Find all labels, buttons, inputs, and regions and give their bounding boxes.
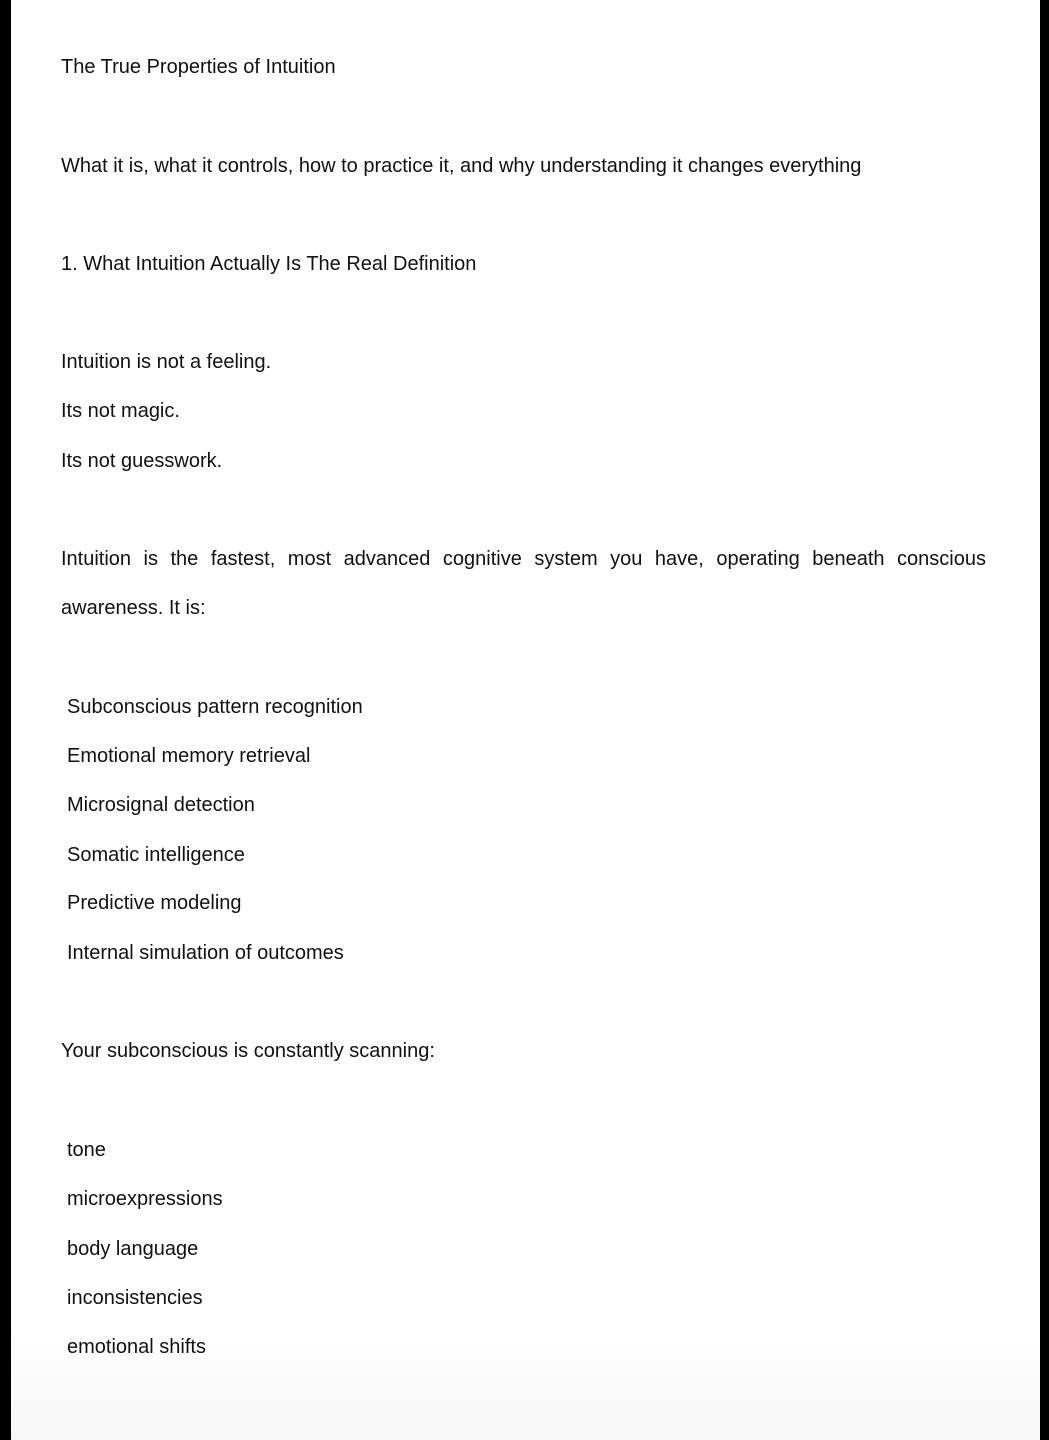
scanning-item: emotional shifts bbox=[67, 1336, 206, 1358]
property-item: Internal simulation of outcomes bbox=[67, 942, 344, 964]
definition-paragraph-line: Intuition is the fastest, most advanced cognitive system you have, operating beneath conscious bbox=[61, 548, 986, 570]
scanning-item: microexpressions bbox=[67, 1188, 223, 1210]
document-title: The True Properties of Intuition bbox=[61, 56, 336, 78]
scanning-item: tone bbox=[67, 1139, 106, 1161]
property-item: Predictive modeling bbox=[67, 892, 242, 914]
negation-line: Intuition is not a feeling. bbox=[61, 351, 272, 373]
property-item: Somatic intelligence bbox=[67, 844, 245, 866]
section-heading: 1. What Intuition Actually Is The Real Definition bbox=[61, 253, 477, 275]
property-item: Subconscious pattern recognition bbox=[67, 696, 363, 718]
property-item: Emotional memory retrieval bbox=[67, 745, 311, 767]
document-page bbox=[11, 0, 1040, 1440]
property-item: Microsignal detection bbox=[67, 794, 255, 816]
scanning-intro: Your subconscious is constantly scanning: bbox=[61, 1040, 435, 1062]
definition-paragraph-line: awareness. It is: bbox=[61, 597, 206, 619]
negation-line: Its not guesswork. bbox=[61, 450, 223, 472]
scanning-item: inconsistencies bbox=[67, 1287, 203, 1309]
negation-line: Its not magic. bbox=[61, 400, 180, 422]
scanning-item: body language bbox=[67, 1238, 199, 1260]
document-subtitle: What it is, what it controls, how to practice it, and why understanding it changes everything bbox=[61, 155, 862, 177]
